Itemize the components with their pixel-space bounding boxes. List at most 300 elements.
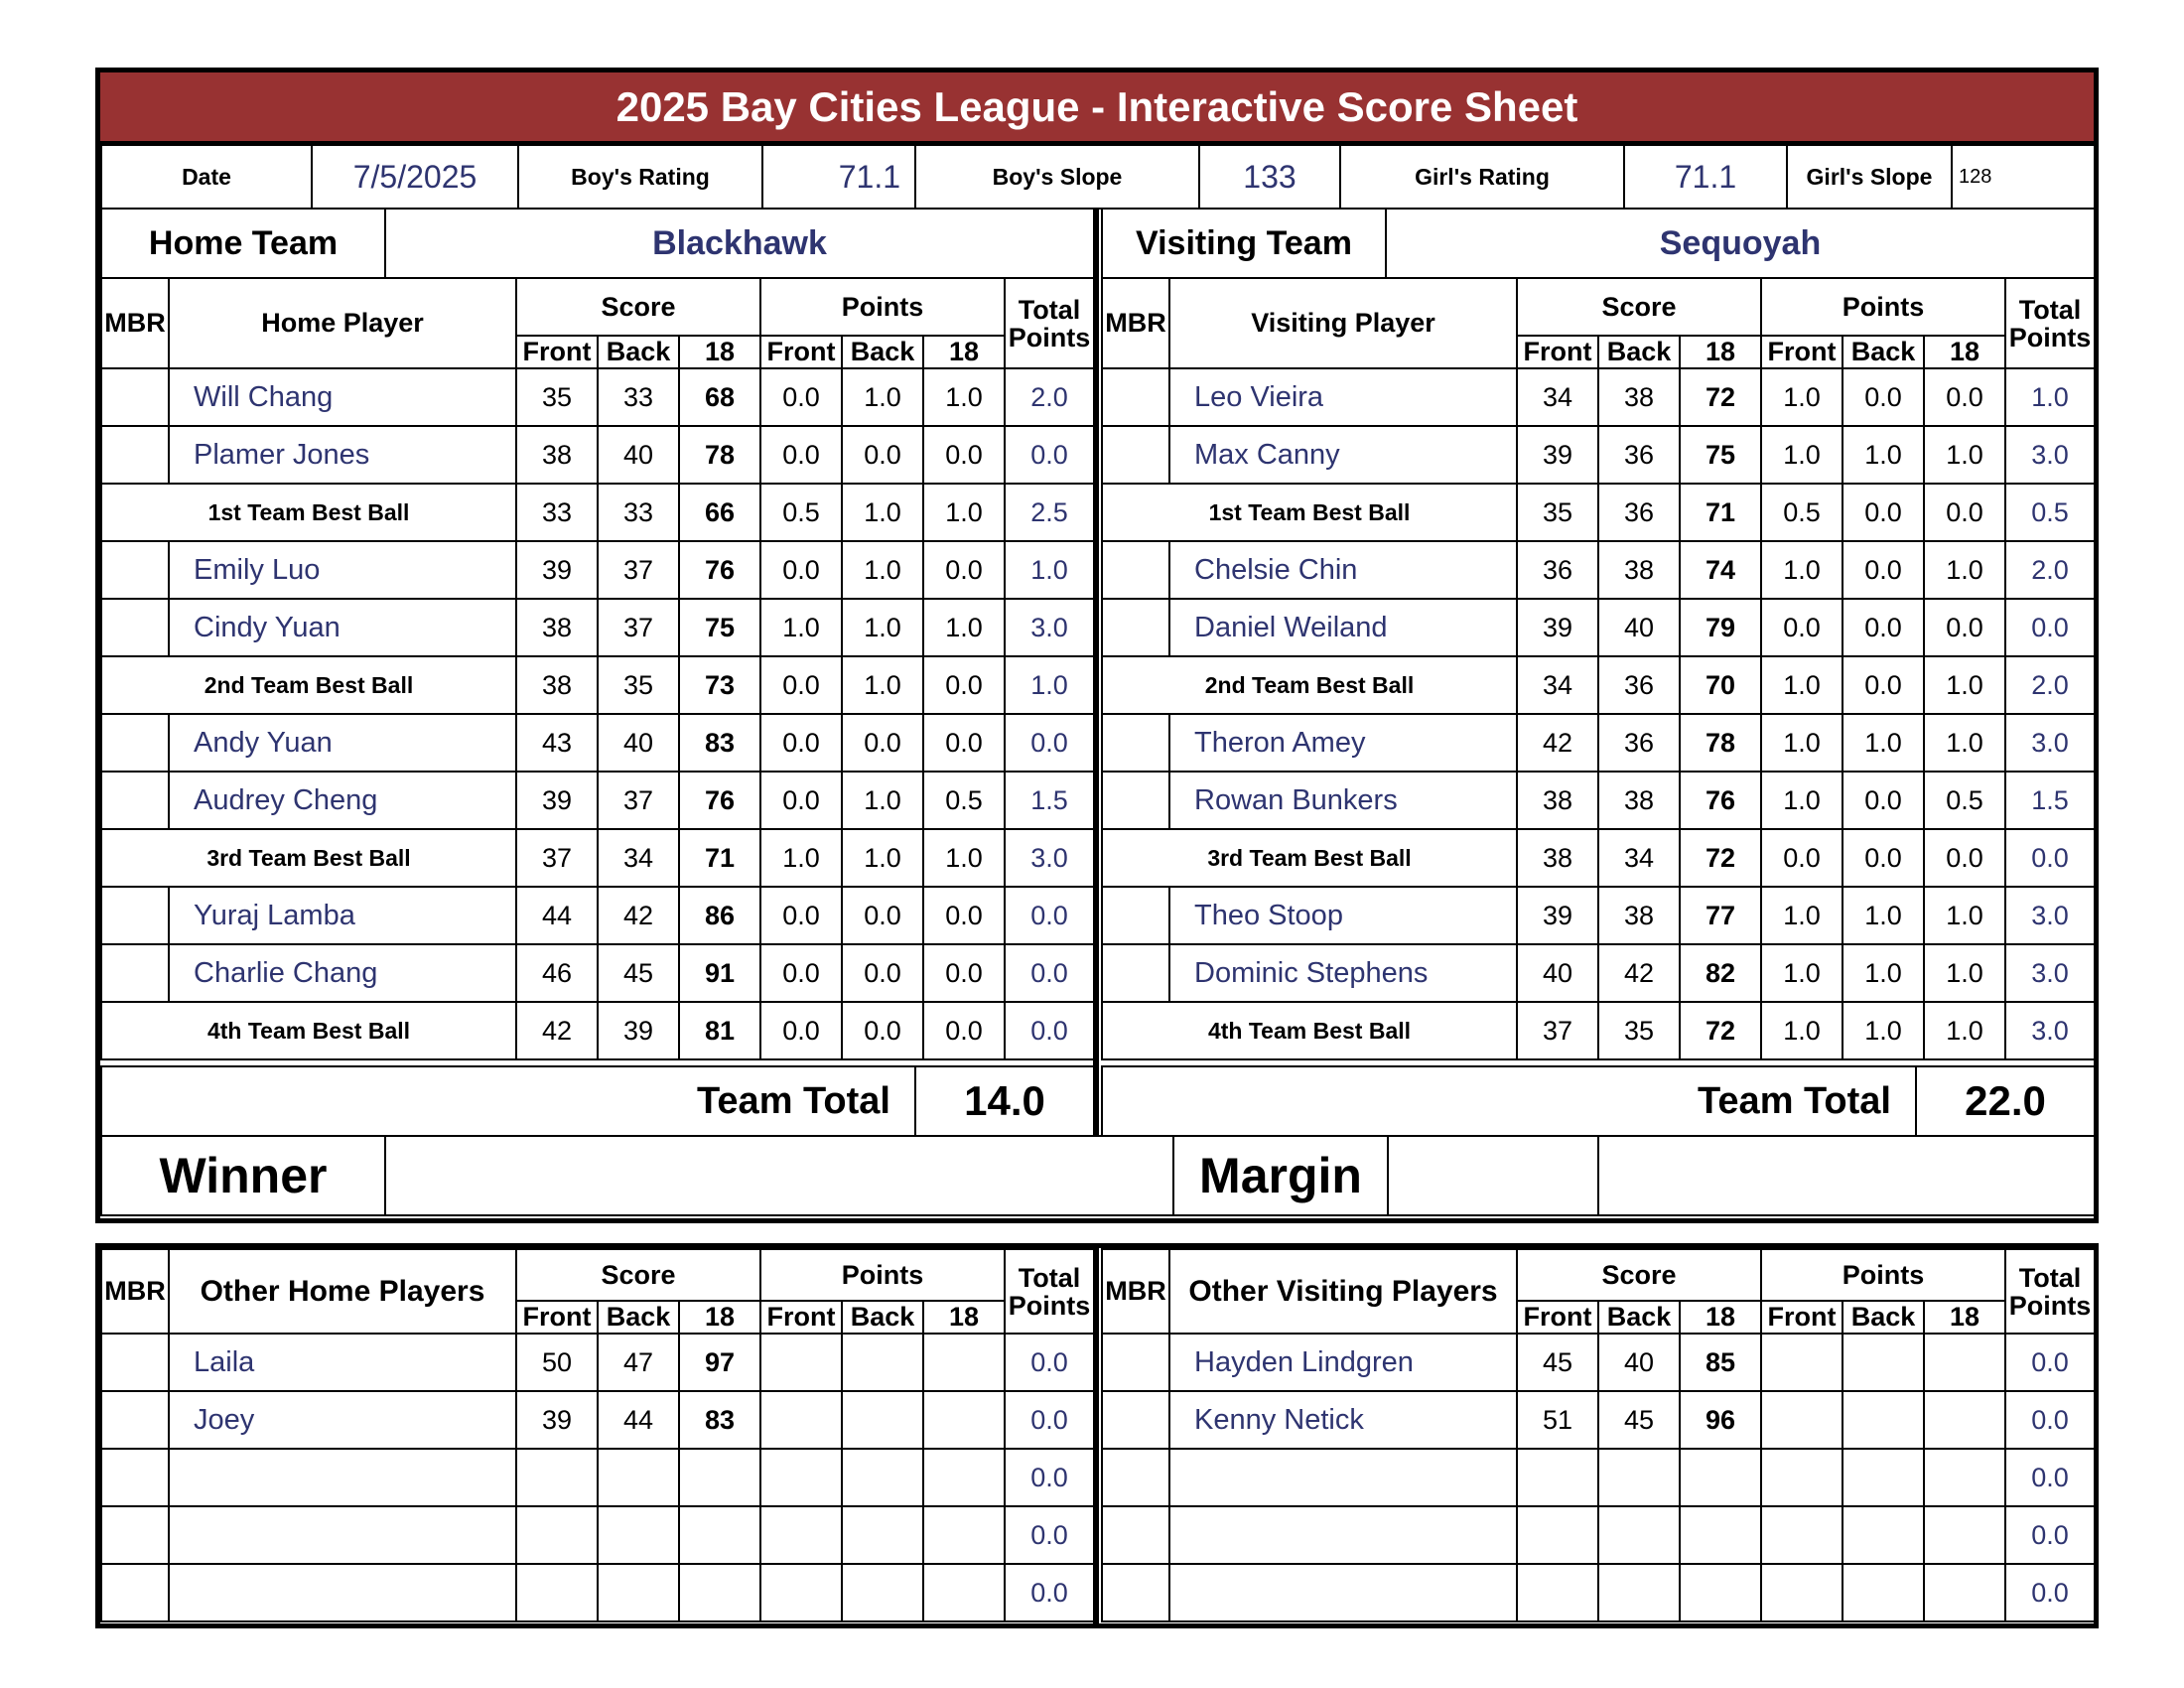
score-front[interactable]: 35 <box>1517 484 1598 541</box>
mbr-cell[interactable] <box>101 1449 169 1506</box>
score-18: 96 <box>1680 1391 1761 1449</box>
score-back[interactable] <box>598 1564 679 1621</box>
player-row <box>1102 541 2095 599</box>
score-back[interactable] <box>598 1506 679 1564</box>
score-back[interactable]: 33 <box>598 484 679 541</box>
score-back[interactable]: 35 <box>598 656 679 714</box>
score-front[interactable]: 38 <box>516 656 598 714</box>
player-row <box>101 714 1094 772</box>
margin-extra-field[interactable] <box>1598 1136 2095 1215</box>
score-18: 83 <box>679 714 760 772</box>
total-points: 0.0 <box>1005 714 1094 772</box>
points-back <box>1843 1334 1924 1391</box>
best-ball-label: 2nd Team Best Ball <box>101 656 516 714</box>
boys-rating-label: Boy's Rating <box>518 145 762 209</box>
score-18: 66 <box>679 484 760 541</box>
best-ball-label: 3rd Team Best Ball <box>1102 829 1517 887</box>
score-18: 83 <box>679 1391 760 1449</box>
score-front[interactable]: 37 <box>516 829 598 887</box>
score-front[interactable]: 33 <box>516 484 598 541</box>
mbr-cell[interactable] <box>101 714 169 772</box>
visit-team-total-row <box>1101 1065 2096 1137</box>
player-name[interactable]: Andy Yuan <box>169 714 516 772</box>
points-front: 0.0 <box>760 1002 842 1059</box>
home-team-name[interactable]: Blackhawk <box>385 209 1094 278</box>
score-front[interactable]: 39 <box>516 772 598 829</box>
score-front[interactable] <box>516 1506 598 1564</box>
score-front[interactable]: 34 <box>1517 656 1598 714</box>
score-front[interactable]: 39 <box>516 541 598 599</box>
other-home-score-header: Score <box>516 1249 760 1301</box>
best-ball-label: 1st Team Best Ball <box>101 484 516 541</box>
points-front: 0.5 <box>760 484 842 541</box>
points-back <box>842 1564 923 1621</box>
best-ball-label: 2nd Team Best Ball <box>1102 656 1517 714</box>
points-front: 0.5 <box>1761 484 1843 541</box>
other-player-row <box>101 1564 1094 1621</box>
player-row <box>1102 426 2095 484</box>
player-row <box>1102 714 2095 772</box>
score-18 <box>1680 1449 1761 1506</box>
points-18 <box>923 1506 1005 1564</box>
player-row <box>1102 944 2095 1002</box>
points-front <box>760 1506 842 1564</box>
points-back: 1.0 <box>1843 1002 1924 1059</box>
score-front[interactable]: 37 <box>1517 1002 1598 1059</box>
player-row <box>1102 772 2095 829</box>
points-18: 0.0 <box>923 656 1005 714</box>
home-team-total-row <box>100 1065 1095 1137</box>
home-score-back-header: Back <box>598 336 679 368</box>
total-points: 1.5 <box>1005 772 1094 829</box>
points-back: 0.0 <box>1843 599 1924 656</box>
points-back: 1.0 <box>1843 887 1924 944</box>
other-home-points-18-header: 18 <box>923 1301 1005 1334</box>
visit-points-18-header: 18 <box>1924 336 2005 368</box>
home-team-row <box>100 208 1095 279</box>
course-info-row <box>100 144 2096 210</box>
mbr-cell[interactable] <box>1102 1564 1169 1621</box>
points-front <box>760 1564 842 1621</box>
other-visit-score-back-header: Back <box>1598 1301 1680 1334</box>
points-front: 1.0 <box>760 599 842 656</box>
total-points: 3.0 <box>2005 426 2095 484</box>
points-front: 1.0 <box>1761 1002 1843 1059</box>
score-back[interactable]: 42 <box>598 887 679 944</box>
home-team-label: Home Team <box>101 209 385 278</box>
score-front[interactable]: 43 <box>516 714 598 772</box>
total-points: 0.0 <box>2005 1449 2095 1506</box>
visit-score-table <box>1101 277 2096 1060</box>
best-ball-row <box>1102 829 2095 887</box>
score-front[interactable]: 36 <box>1517 541 1598 599</box>
points-front: 1.0 <box>1761 541 1843 599</box>
girls-slope-field[interactable]: 128 <box>1952 145 2095 209</box>
score-18 <box>679 1564 760 1621</box>
points-front: 1.0 <box>1761 772 1843 829</box>
girls-rating-field[interactable]: 71.1 <box>1624 145 1787 209</box>
score-back[interactable]: 37 <box>598 772 679 829</box>
home-points-front-header: Front <box>760 336 842 368</box>
score-back[interactable] <box>1598 1506 1680 1564</box>
other-visit-points-back-header: Back <box>1843 1301 1924 1334</box>
other-player-row <box>1102 1449 2095 1506</box>
visit-team-label: Visiting Team <box>1102 209 1386 278</box>
score-front[interactable] <box>1517 1564 1598 1621</box>
other-visit-points-front-header: Front <box>1761 1301 1843 1334</box>
score-18: 85 <box>1680 1334 1761 1391</box>
score-back[interactable]: 40 <box>598 426 679 484</box>
points-18: 1.0 <box>1924 944 2005 1002</box>
points-18: 1.0 <box>1924 1002 2005 1059</box>
mbr-cell[interactable] <box>1102 541 1169 599</box>
player-name[interactable]: Charlie Chang <box>169 944 516 1002</box>
mbr-cell[interactable] <box>101 426 169 484</box>
other-home-points-back-header: Back <box>842 1301 923 1334</box>
player-name[interactable]: Theo Stoop <box>1169 887 1517 944</box>
points-front: 0.0 <box>760 426 842 484</box>
points-back: 1.0 <box>842 772 923 829</box>
points-front: 0.0 <box>760 368 842 426</box>
total-points: 0.0 <box>2005 1334 2095 1391</box>
score-front[interactable] <box>516 1564 598 1621</box>
player-name[interactable]: Emily Luo <box>169 541 516 599</box>
points-18 <box>1924 1334 2005 1391</box>
boys-rating-field[interactable]: 71.1 <box>762 145 915 209</box>
visit-points-header: Points <box>1761 278 2005 336</box>
score-front[interactable]: 38 <box>516 599 598 656</box>
score-18: 71 <box>679 829 760 887</box>
mbr-cell[interactable] <box>101 541 169 599</box>
score-back[interactable]: 38 <box>1598 772 1680 829</box>
mbr-cell[interactable] <box>1102 368 1169 426</box>
other-player-row <box>1102 1391 2095 1449</box>
other-player-row <box>1102 1564 2095 1621</box>
score-back[interactable]: 40 <box>598 714 679 772</box>
score-front[interactable]: 51 <box>1517 1391 1598 1449</box>
other-players-sheet <box>95 1243 2099 1628</box>
mbr-cell[interactable] <box>1102 714 1169 772</box>
score-front[interactable]: 50 <box>516 1334 598 1391</box>
girls-slope-label: Girl's Slope <box>1787 145 1952 209</box>
score-front[interactable]: 39 <box>516 1391 598 1449</box>
total-points: 1.0 <box>2005 368 2095 426</box>
points-18: 0.0 <box>923 887 1005 944</box>
score-18: 78 <box>679 426 760 484</box>
other-visit-table <box>1101 1248 2096 1622</box>
date-label: Date <box>101 145 312 209</box>
points-back <box>842 1334 923 1391</box>
score-18: 74 <box>1680 541 1761 599</box>
player-name[interactable]: Theron Amey <box>1169 714 1517 772</box>
player-name[interactable]: Cindy Yuan <box>169 599 516 656</box>
score-front[interactable]: 39 <box>1517 887 1598 944</box>
mbr-cell[interactable] <box>101 772 169 829</box>
points-front: 1.0 <box>760 829 842 887</box>
points-front <box>760 1449 842 1506</box>
score-back[interactable]: 38 <box>1598 541 1680 599</box>
score-18: 75 <box>1680 426 1761 484</box>
visit-team-name[interactable]: Sequoyah <box>1386 209 2095 278</box>
other-player-row <box>101 1391 1094 1449</box>
score-back[interactable]: 45 <box>1598 1391 1680 1449</box>
player-name[interactable] <box>1169 1449 1517 1506</box>
score-back[interactable]: 36 <box>1598 714 1680 772</box>
points-back: 1.0 <box>842 368 923 426</box>
mbr-cell[interactable] <box>1102 1334 1169 1391</box>
mbr-cell[interactable] <box>101 887 169 944</box>
margin-label: Margin <box>1173 1136 1388 1215</box>
mbr-cell[interactable] <box>1102 426 1169 484</box>
total-points: 2.0 <box>2005 656 2095 714</box>
boys-slope-label: Boy's Slope <box>915 145 1199 209</box>
other-player-row <box>101 1334 1094 1391</box>
score-18: 72 <box>1680 1002 1761 1059</box>
points-18 <box>923 1449 1005 1506</box>
points-back: 0.0 <box>842 944 923 1002</box>
score-front[interactable]: 45 <box>1517 1334 1598 1391</box>
score-front[interactable]: 35 <box>516 368 598 426</box>
player-name[interactable]: Plamer Jones <box>169 426 516 484</box>
score-18: 76 <box>1680 772 1761 829</box>
score-18: 76 <box>679 541 760 599</box>
player-name[interactable]: Will Chang <box>169 368 516 426</box>
score-back[interactable]: 33 <box>598 368 679 426</box>
mbr-cell[interactable] <box>1102 887 1169 944</box>
score-front[interactable]: 42 <box>1517 714 1598 772</box>
player-row <box>101 541 1094 599</box>
best-ball-row <box>1102 1002 2095 1059</box>
points-back: 0.0 <box>842 887 923 944</box>
score-18 <box>1680 1564 1761 1621</box>
points-18 <box>1924 1449 2005 1506</box>
player-name[interactable]: Chelsie Chin <box>1169 541 1517 599</box>
home-score-table <box>100 277 1095 1060</box>
score-18: 77 <box>1680 887 1761 944</box>
score-front[interactable]: 38 <box>1517 772 1598 829</box>
points-18: 0.0 <box>923 1002 1005 1059</box>
points-18: 0.0 <box>1924 368 2005 426</box>
other-home-points-header: Points <box>760 1249 1005 1301</box>
visit-score-front-header: Front <box>1517 336 1598 368</box>
points-front: 1.0 <box>1761 887 1843 944</box>
best-ball-row <box>1102 484 2095 541</box>
score-front[interactable] <box>1517 1506 1598 1564</box>
player-row <box>101 368 1094 426</box>
points-18: 1.0 <box>923 599 1005 656</box>
score-back[interactable]: 38 <box>1598 368 1680 426</box>
home-points-header: Points <box>760 278 1005 336</box>
points-18: 0.0 <box>1924 484 2005 541</box>
total-points: 3.0 <box>1005 829 1094 887</box>
score-back[interactable]: 34 <box>1598 829 1680 887</box>
points-front: 1.0 <box>1761 368 1843 426</box>
player-name[interactable]: Dominic Stephens <box>1169 944 1517 1002</box>
other-home-score-back-header: Back <box>598 1301 679 1334</box>
mbr-cell[interactable] <box>1102 599 1169 656</box>
score-front[interactable]: 42 <box>516 1002 598 1059</box>
player-name[interactable] <box>169 1449 516 1506</box>
player-name[interactable]: Kenny Netick <box>1169 1391 1517 1449</box>
points-back <box>842 1449 923 1506</box>
score-front[interactable]: 38 <box>516 426 598 484</box>
score-back[interactable]: 37 <box>598 599 679 656</box>
points-18: 1.0 <box>1924 887 2005 944</box>
score-front[interactable]: 34 <box>1517 368 1598 426</box>
player-name[interactable]: Leo Vieira <box>1169 368 1517 426</box>
points-back: 1.0 <box>842 484 923 541</box>
score-18: 72 <box>1680 829 1761 887</box>
player-name[interactable]: Yuraj Lamba <box>169 887 516 944</box>
score-back[interactable]: 36 <box>1598 484 1680 541</box>
total-points: 1.0 <box>1005 541 1094 599</box>
score-back[interactable]: 40 <box>1598 1334 1680 1391</box>
best-ball-row <box>101 829 1094 887</box>
score-front[interactable]: 38 <box>1517 829 1598 887</box>
score-front[interactable] <box>1517 1449 1598 1506</box>
player-name[interactable] <box>169 1564 516 1621</box>
mbr-cell[interactable] <box>101 1391 169 1449</box>
mbr-cell[interactable] <box>1102 772 1169 829</box>
points-back <box>842 1506 923 1564</box>
column-divider-bottom <box>1093 1248 1099 1623</box>
sheet-title: 2025 Bay Cities League - Interactive Score Sheet <box>100 72 2094 144</box>
player-name[interactable]: Daniel Weiland <box>1169 599 1517 656</box>
player-name[interactable] <box>1169 1506 1517 1564</box>
score-back[interactable]: 47 <box>598 1334 679 1391</box>
player-name[interactable]: Joey <box>169 1391 516 1449</box>
score-back[interactable]: 38 <box>1598 887 1680 944</box>
mbr-cell[interactable] <box>101 599 169 656</box>
score-back[interactable]: 36 <box>1598 426 1680 484</box>
total-points: 0.0 <box>2005 1564 2095 1621</box>
score-front[interactable] <box>516 1449 598 1506</box>
score-back[interactable]: 35 <box>1598 1002 1680 1059</box>
visit-score-back-header: Back <box>1598 336 1680 368</box>
score-18 <box>679 1449 760 1506</box>
points-front <box>1761 1506 1843 1564</box>
score-back[interactable]: 40 <box>1598 599 1680 656</box>
mbr-cell[interactable] <box>101 368 169 426</box>
other-visit-score-front-header: Front <box>1517 1301 1598 1334</box>
mbr-cell[interactable] <box>101 1334 169 1391</box>
points-18: 1.0 <box>923 484 1005 541</box>
home-player-header: Home Player <box>169 278 516 368</box>
winner-field[interactable] <box>385 1136 1173 1215</box>
score-back[interactable] <box>598 1449 679 1506</box>
total-points: 0.0 <box>1005 1449 1094 1506</box>
date-field[interactable]: 7/5/2025 <box>312 145 518 209</box>
other-player-row <box>101 1506 1094 1564</box>
points-back: 0.0 <box>1843 656 1924 714</box>
total-points: 2.5 <box>1005 484 1094 541</box>
best-ball-row <box>101 484 1094 541</box>
score-front[interactable]: 40 <box>1517 944 1598 1002</box>
points-back: 0.0 <box>842 714 923 772</box>
mbr-cell[interactable] <box>101 944 169 1002</box>
score-back[interactable] <box>1598 1564 1680 1621</box>
player-name[interactable]: Hayden Lindgren <box>1169 1334 1517 1391</box>
points-back: 1.0 <box>1843 944 1924 1002</box>
score-back[interactable]: 42 <box>1598 944 1680 1002</box>
points-18 <box>1924 1391 2005 1449</box>
points-front: 0.0 <box>760 887 842 944</box>
other-visit-score-header: Score <box>1517 1249 1761 1301</box>
points-back: 0.0 <box>1843 484 1924 541</box>
mbr-cell[interactable] <box>1102 1506 1169 1564</box>
visit-points-front-header: Front <box>1761 336 1843 368</box>
girls-rating-label: Girl's Rating <box>1340 145 1624 209</box>
total-points: 2.0 <box>2005 541 2095 599</box>
boys-slope-field[interactable]: 133 <box>1199 145 1340 209</box>
score-front[interactable]: 44 <box>516 887 598 944</box>
home-team-total-value: 14.0 <box>915 1066 1094 1136</box>
home-total-points-header: Total Points <box>1005 278 1094 368</box>
visit-team-total-value: 22.0 <box>1916 1066 2095 1136</box>
total-points: 2.0 <box>1005 368 1094 426</box>
score-18: 86 <box>679 887 760 944</box>
score-back[interactable]: 36 <box>1598 656 1680 714</box>
player-name[interactable] <box>1169 1564 1517 1621</box>
other-home-score-18-header: 18 <box>679 1301 760 1334</box>
score-front[interactable]: 39 <box>1517 426 1598 484</box>
points-back <box>842 1391 923 1449</box>
score-front[interactable]: 39 <box>1517 599 1598 656</box>
score-front[interactable]: 46 <box>516 944 598 1002</box>
other-home-table <box>100 1248 1095 1622</box>
score-back[interactable]: 39 <box>598 1002 679 1059</box>
points-front: 0.0 <box>760 541 842 599</box>
points-back <box>1843 1564 1924 1621</box>
points-front: 1.0 <box>1761 426 1843 484</box>
total-points: 0.0 <box>1005 1506 1094 1564</box>
player-name[interactable]: Laila <box>169 1334 516 1391</box>
player-name[interactable]: Rowan Bunkers <box>1169 772 1517 829</box>
points-back: 0.0 <box>1843 772 1924 829</box>
score-back[interactable] <box>1598 1449 1680 1506</box>
total-points: 0.0 <box>1005 1564 1094 1621</box>
total-points: 0.0 <box>2005 599 2095 656</box>
total-points: 3.0 <box>2005 944 2095 1002</box>
score-18 <box>679 1506 760 1564</box>
points-18: 0.5 <box>1924 772 2005 829</box>
player-name[interactable]: Max Canny <box>1169 426 1517 484</box>
best-ball-row <box>101 1002 1094 1059</box>
mbr-cell[interactable] <box>101 1506 169 1564</box>
score-18: 76 <box>679 772 760 829</box>
other-player-row <box>1102 1334 2095 1391</box>
score-back[interactable]: 34 <box>598 829 679 887</box>
mbr-cell[interactable] <box>1102 1449 1169 1506</box>
total-points: 0.0 <box>1005 426 1094 484</box>
points-front: 0.0 <box>1761 599 1843 656</box>
points-18: 0.0 <box>1924 829 2005 887</box>
score-back[interactable]: 37 <box>598 541 679 599</box>
points-18: 1.0 <box>1924 426 2005 484</box>
points-back <box>1843 1449 1924 1506</box>
player-name[interactable] <box>169 1506 516 1564</box>
margin-field[interactable] <box>1388 1136 1598 1215</box>
mbr-cell[interactable] <box>101 1564 169 1621</box>
points-back: 1.0 <box>1843 426 1924 484</box>
score-18: 68 <box>679 368 760 426</box>
player-name[interactable]: Audrey Cheng <box>169 772 516 829</box>
score-back[interactable]: 45 <box>598 944 679 1002</box>
mbr-cell[interactable] <box>1102 1391 1169 1449</box>
score-back[interactable]: 44 <box>598 1391 679 1449</box>
mbr-cell[interactable] <box>1102 944 1169 1002</box>
points-18: 1.0 <box>1924 714 2005 772</box>
